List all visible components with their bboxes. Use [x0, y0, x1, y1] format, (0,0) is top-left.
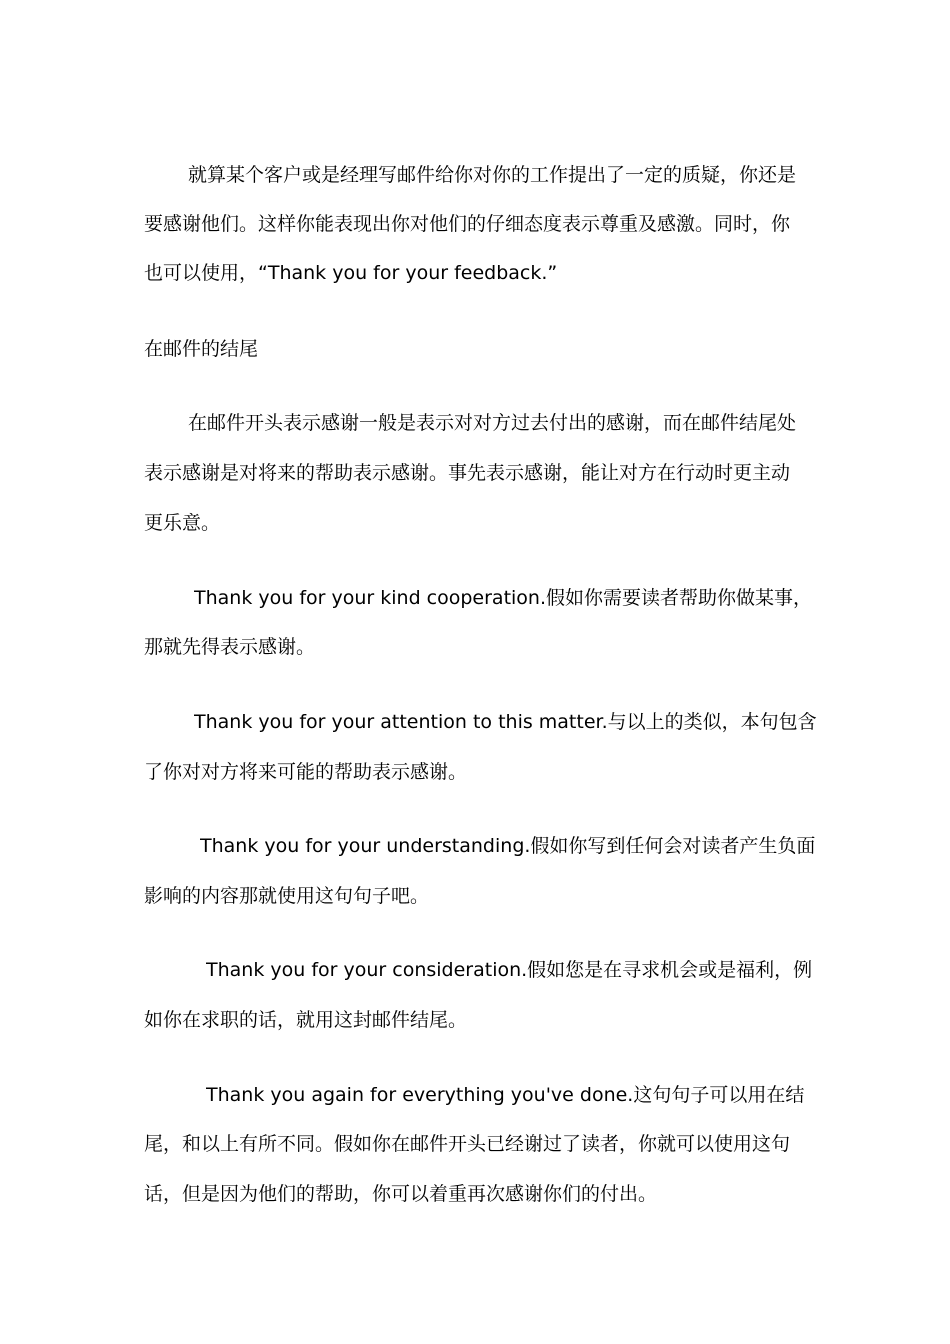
paragraph-3-line-1: 在邮件开头表示感谢一般是表示对对方过去付出的感谢，而在邮件结尾处: [188, 412, 797, 434]
paragraph-7-line-2: 如你在求职的话，就用这封邮件结尾。: [144, 1009, 468, 1031]
paragraph-1-line-3: 也可以使用，“Thank you for your feedback.”: [144, 262, 558, 284]
paragraph-3-line-2: 表示感谢是对将来的帮助表示感谢。事先表示感谢，能让对方在行动时更主动: [144, 462, 791, 484]
paragraph-5-line-2: 了你对对方将来可能的帮助表示感谢。: [144, 761, 468, 783]
paragraph-3-line-3: 更乐意。: [144, 512, 221, 534]
paragraph-8-line-1: Thank you again for everything you've done.这句句子可以用在结: [206, 1084, 805, 1106]
paragraph-8-line-3: 话，但是因为他们的帮助，你可以着重再次感谢你们的付出。: [144, 1183, 658, 1205]
paragraph-7-line-1: Thank you for your consideration.假如您是在寻求机会或是福利，例: [206, 959, 813, 981]
paragraph-8-line-2: 尾，和以上有所不同。假如你在邮件开头已经谢过了读者，你就可以使用这句: [144, 1133, 791, 1155]
paragraph-4-line-2: 那就先得表示感谢。: [144, 636, 316, 658]
paragraph-6-line-2: 影响的内容那就使用这句句子吧。: [144, 885, 430, 907]
paragraph-1-line-1: 就算某个客户或是经理写邮件给你对你的工作提出了一定的质疑，你还是: [188, 164, 797, 186]
paragraph-5-line-1: Thank you for your attention to this matter.与以上的类似，本句包含: [194, 711, 817, 733]
paragraph-1-line-2: 要感谢他们。这样你能表现出你对他们的仔细态度表示尊重及感激。同时，你: [144, 213, 791, 235]
paragraph-4-line-1: Thank you for your kind cooperation.假如你需要读者帮助你做某事，: [194, 587, 813, 609]
paragraph-6-line-1: Thank you for your understanding.假如你写到任何会对读者产生负面: [200, 835, 816, 857]
section-heading: 在邮件的结尾: [144, 338, 259, 360]
